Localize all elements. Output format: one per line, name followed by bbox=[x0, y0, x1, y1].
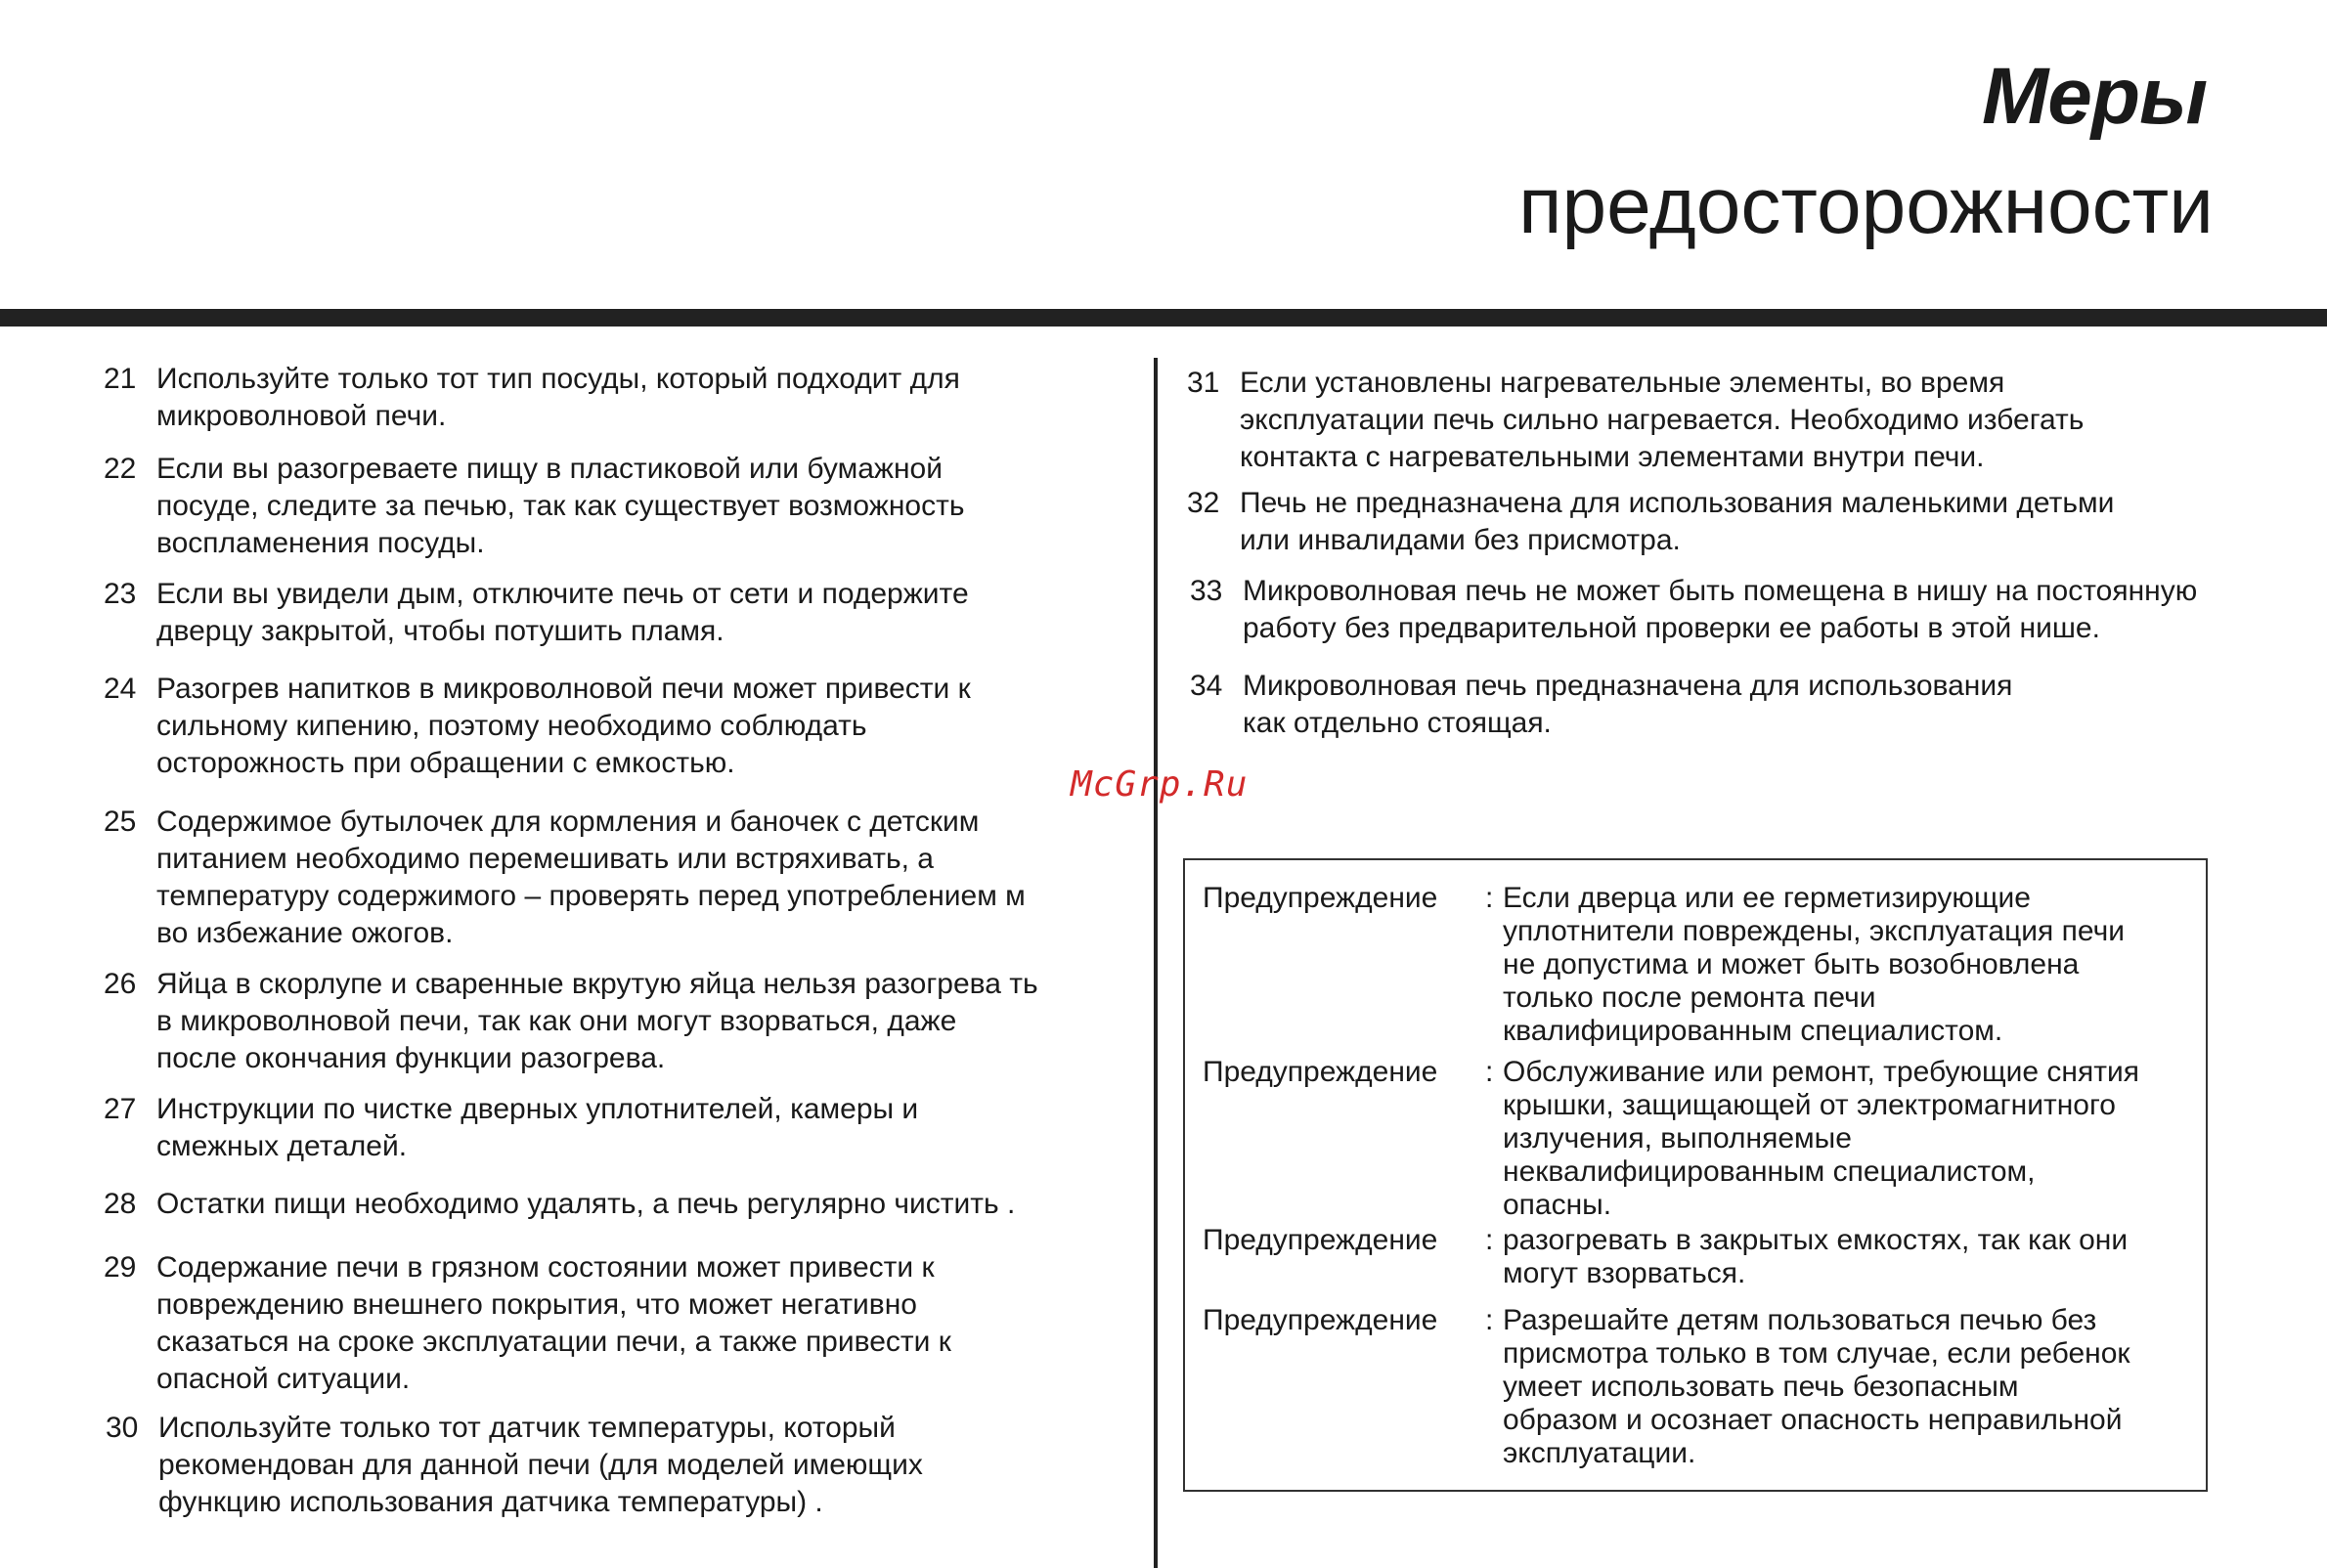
item-line: рекомендован для данной печи (для моделей имеющих bbox=[158, 1449, 923, 1481]
warning-line: неквалифицированным специалистом, bbox=[1503, 1155, 2036, 1188]
item-line: посуде, следите за печью, так как существует возможность bbox=[156, 490, 965, 522]
item-line: Инструкции по чистке дверных уплотнителей, камеры и bbox=[156, 1093, 919, 1125]
item-line: осторожность при обращении с емкостью. bbox=[156, 747, 735, 779]
header-rule bbox=[0, 309, 2327, 327]
item-line: в микроволновой печи, так как они могут взорваться, даже bbox=[156, 1005, 957, 1037]
warning-line: Если дверца или ее герметизирующие bbox=[1503, 882, 2031, 914]
item-line: контакта с нагревательными элементами внутри печи. bbox=[1240, 441, 1985, 473]
item-line: Микроволновая печь не может быть помещена в нишу на постоянную bbox=[1243, 575, 2198, 607]
warning-label: Предупреждение bbox=[1203, 1056, 1438, 1088]
item-line: смежных деталей. bbox=[156, 1130, 408, 1162]
item-number: 29 bbox=[104, 1251, 137, 1284]
item-number: 24 bbox=[104, 673, 137, 705]
item-line: Если вы разогреваете пищу в пластиковой или бумажной bbox=[156, 453, 943, 485]
item-line: питанием необходимо перемешивать или встряхивать, а bbox=[156, 843, 934, 875]
warning-line: могут взорваться. bbox=[1503, 1257, 1746, 1289]
warning-label: Предупреждение bbox=[1203, 1304, 1438, 1336]
warning-line: Обслуживание или ремонт, требующие снятия bbox=[1503, 1056, 2139, 1088]
warning-box bbox=[1183, 858, 2208, 1492]
warning-line: излучения, выполняемые bbox=[1503, 1122, 1852, 1154]
item-line: Печь не предназначена для использования маленькими детьми bbox=[1240, 487, 2115, 519]
warning-line: образом и осознает опасность неправильной bbox=[1503, 1404, 2123, 1436]
item-line: Содержимое бутылочек для кормления и баночек с детским bbox=[156, 806, 980, 838]
page-title: Меры bbox=[1981, 52, 2207, 141]
item-line: Если установлены нагревательные элементы, во время bbox=[1240, 367, 2005, 399]
item-number: 30 bbox=[106, 1412, 139, 1444]
warning-line: квалифицированным специалистом. bbox=[1503, 1015, 2003, 1047]
item-line: Используйте только тот тип посуды, который подходит для bbox=[156, 363, 960, 395]
item-number: 26 bbox=[104, 968, 137, 1000]
item-number: 21 bbox=[104, 363, 137, 395]
item-line: Содержание печи в грязном состоянии может привести к bbox=[156, 1251, 935, 1284]
item-line: температуру содержимого – проверять перед употреблением м bbox=[156, 880, 1026, 912]
warning-colon: : bbox=[1485, 1224, 1494, 1256]
item-line: как отдельно стоящая. bbox=[1243, 707, 1552, 739]
item-line: сильному кипению, поэтому необходимо соблюдать bbox=[156, 710, 867, 742]
item-line: Микроволновая печь предназначена для использования bbox=[1243, 670, 2013, 702]
warning-line: крышки, защищающей от электромагнитного bbox=[1503, 1089, 2116, 1121]
warning-line: умеет использовать печь безопасным bbox=[1503, 1371, 2019, 1403]
warning-line: только после ремонта печи bbox=[1503, 981, 1876, 1014]
warning-label: Предупреждение bbox=[1203, 1224, 1438, 1256]
warning-colon: : bbox=[1485, 1304, 1494, 1336]
item-line: во избежание ожогов. bbox=[156, 917, 454, 949]
page-subtitle: предосторожности bbox=[1518, 161, 2214, 250]
item-line: микроволновой печи. bbox=[156, 400, 447, 432]
item-number: 28 bbox=[104, 1188, 137, 1220]
item-number: 31 bbox=[1187, 367, 1220, 399]
item-line: дверцу закрытой, чтобы потушить пламя. bbox=[156, 615, 724, 647]
item-line: сказаться на сроке эксплуатации печи, а также привести к bbox=[156, 1326, 951, 1358]
item-number: 23 bbox=[104, 578, 137, 610]
item-line: после окончания функции разогрева. bbox=[156, 1042, 666, 1074]
item-line: воспламенения посуды. bbox=[156, 527, 485, 559]
warning-line: присмотра только в том случае, если ребенок bbox=[1503, 1337, 2130, 1370]
item-number: 34 bbox=[1190, 670, 1223, 702]
item-number: 27 bbox=[104, 1093, 137, 1125]
warning-colon: : bbox=[1485, 882, 1494, 914]
item-line: Остатки пищи необходимо удалять, а печь регулярно чистить . bbox=[156, 1188, 1016, 1220]
item-number: 32 bbox=[1187, 487, 1220, 519]
column-divider bbox=[1154, 358, 1158, 1568]
watermark: McGrp.Ru bbox=[1071, 764, 1249, 805]
warning-line: опасны. bbox=[1503, 1189, 1612, 1221]
item-line: эксплуатации печь сильно нагревается. Необходимо избегать bbox=[1240, 404, 2085, 436]
item-line: работу без предварительной проверки ее работы в этой нише. bbox=[1243, 612, 2100, 644]
item-line: Яйца в скорлупе и сваренные вкрутую яйца нельзя разогрева ть bbox=[156, 968, 1038, 1000]
warning-line: уплотнители повреждены, эксплуатация печи bbox=[1503, 915, 2125, 947]
warning-colon: : bbox=[1485, 1056, 1494, 1088]
item-number: 33 bbox=[1190, 575, 1223, 607]
item-line: опасной ситуации. bbox=[156, 1363, 411, 1395]
item-number: 22 bbox=[104, 453, 137, 485]
warning-line: не допустима и может быть возобновлена bbox=[1503, 948, 2080, 980]
item-line: функцию использования датчика температуры) . bbox=[158, 1486, 823, 1518]
item-line: или инвалидами без присмотра. bbox=[1240, 524, 1681, 556]
warning-line: эксплуатации. bbox=[1503, 1437, 1696, 1469]
item-line: повреждению внешнего покрытия, что может негативно bbox=[156, 1288, 917, 1321]
item-number: 25 bbox=[104, 806, 137, 838]
warning-label: Предупреждение bbox=[1203, 882, 1438, 914]
item-line: Используйте только тот датчик температуры, который bbox=[158, 1412, 896, 1444]
warning-line: Разрешайте детям пользоваться печью без bbox=[1503, 1304, 2097, 1336]
warning-line: разогревать в закрытых емкостях, так как они bbox=[1503, 1224, 2129, 1256]
item-line: Разогрев напитков в микроволновой печи может привести к bbox=[156, 673, 971, 705]
item-line: Если вы увидели дым, отключите печь от сети и подержите bbox=[156, 578, 969, 610]
